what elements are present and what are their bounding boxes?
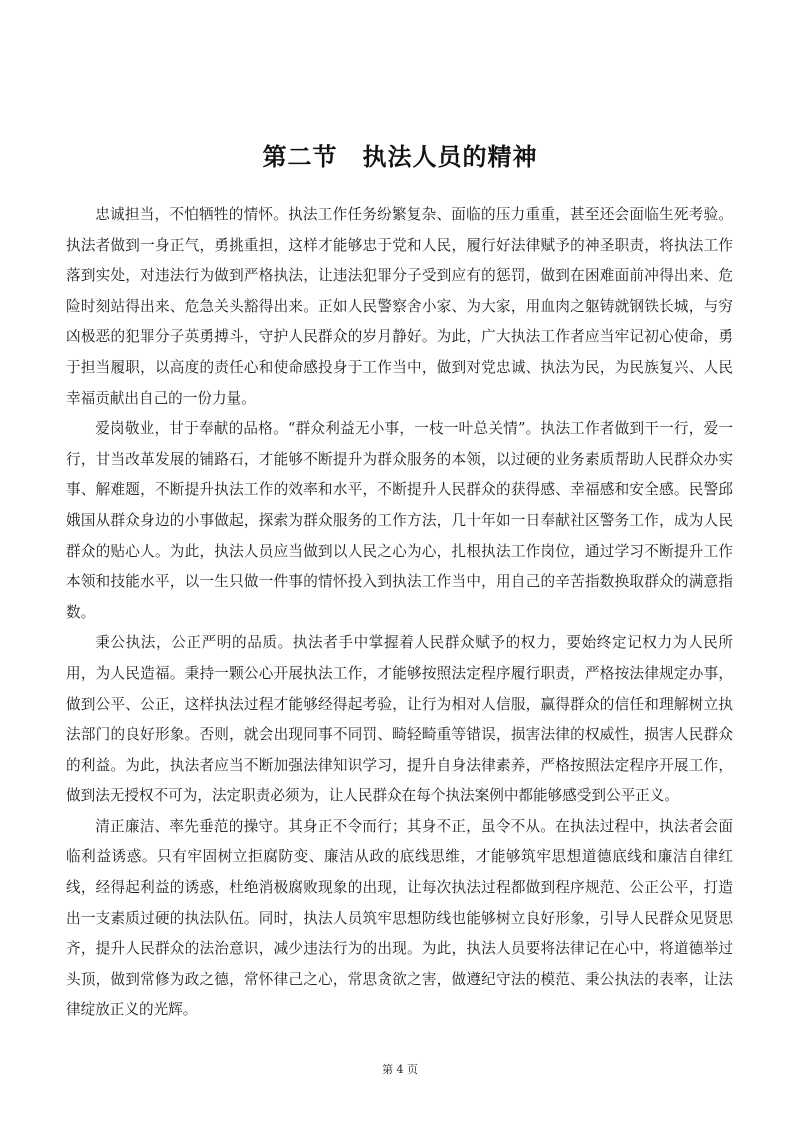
paragraph-integrity: 清正廉洁、率先垂范的操守。其身正不令而行；其身不正，虽令不从。在执法过程中，执法者会面临利益诱惑。只有牢固树立拒腐防变、廉洁从政的底线思维，才能够筑牢思想道德底线和廉洁自律红线，经得起利益的诱惑，杜绝消极腐败现象的出现，让每次执法过程都做到程序规范、公正公平，打造出一支素质过硬的执法队伍。同时，执法人员筑牢思想防线也能够树立良好形象，引导人民群众见贤思齐，提升人民群众的法治意识，减少违法行为的出现。为此，执法人员要将法律记在心中，将道德举过头顶，做到常修为政之德，常怀律己之心，常思贪欲之害，做遵纪守法的模范、秉公执法的表率，让法律绽放正义的光辉。 xyxy=(66,817,733,1019)
paragraph-loyalty: 忠诚担当，不怕牺牲的情怀。执法工作任务纷繁复杂、面临的压力重重，甚至还会面临生死考验。执法者做到一身正气，勇挑重担，这样才能够忠于党和人民，履行好法律赋予的神圣职责，将执法工作落到实处，对违法行为做到严格执法，让违法犯罪分子受到应有的惩罚，做到在困难面前冲得出来、危险时刻站得出来、危急关头豁得出来。正如人民警察舍小家、为大家，用血肉之躯铸就钢铁长城，与穷凶极恶的犯罪分子英勇搏斗，守护人民群众的岁月静好。为此，广大执法工作者应当牢记初心使命，勇于担当履职，以高度的责任心和使命感投身于工作当中，做到对党忠诚、执法为民，为民族复兴、人民幸福贡献出自己的一份力量。 xyxy=(66,206,733,407)
page-number: 第 4 页 xyxy=(382,1063,418,1076)
body-text xyxy=(66,200,733,1026)
paragraph-impartiality: 秉公执法，公正严明的品质。执法者手中掌握着人民群众赋予的权力，要始终定记权力为人民所用，为人民造福。秉持一颗公心开展执法工作，才能够按照法定程序履行职责，严格按法律规定办事，做到公平、公正，这样执法过程才能够经得起考验，让行为相对人信服，赢得群众的信任和理解树立执法部门的良好形象。否则，就会出现同事不同罚、畸轻畸重等错误，损害法律的权威性，损害人民群众的利益。为此，执法者应当不断加强法律知识学习，提升自身法律素养，严格按照法定程序开展工作，做到法无授权不可为，法定职责必须为，让人民群众在每个执法案例中都能够感受到公平正义。 xyxy=(66,634,733,805)
paragraph-dedication: 爱岗敬业，甘于奉献的品格。“群众利益无小事，一枝一叶总关情”。执法工作者做到干一行，爱一行，甘当改革发展的铺路石，才能够不断提升为群众服务的本领，以过硬的业务素质帮助人民群众办实事、解难题，不断提升执法工作的效率和水平，不断提升人民群众的获得感、幸福感和安全感。民警邱娥国从群众身边的小事做起，探索为群众服务的工作方法，几十年如一日奉献社区警务工作，成为人民群众的贴心人。为此，执法人员应当做到以人民之心为心，扎根执法工作岗位，通过学习不断提升工作本领和技能水平，以一生只做一件事的情怀投入到执法工作当中，用自己的辛苦指数换取群众的满意指数。 xyxy=(66,420,733,621)
section-title: 第二节 执法人员的精神 xyxy=(262,143,538,171)
